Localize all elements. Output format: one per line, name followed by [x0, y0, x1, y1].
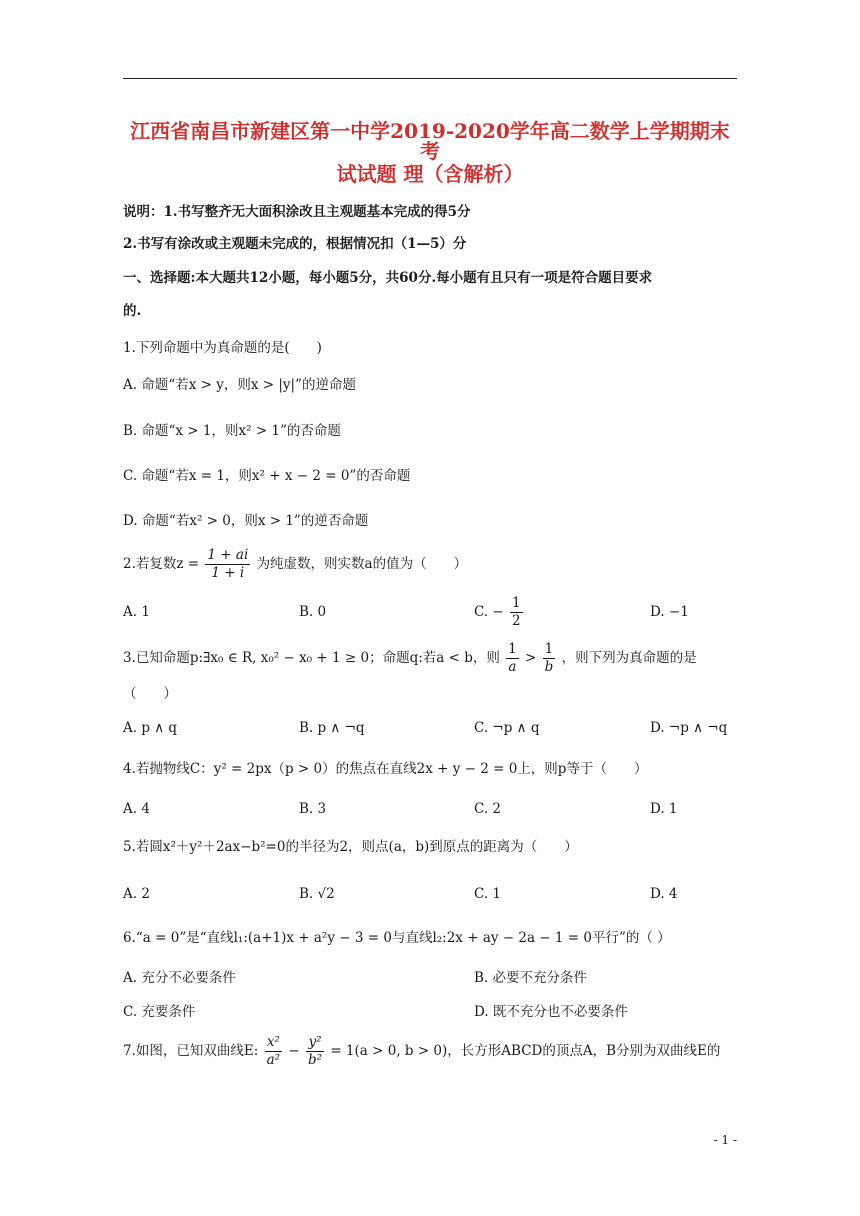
- question-2-fraction-numerator: 1 + ai: [207, 547, 249, 563]
- question-2-option-c-fraction: [510, 595, 523, 630]
- question-6-option-d: D. 既不充分也不必要条件: [474, 1004, 628, 1020]
- document-title-line2: 试试题 理（含解析）: [336, 162, 524, 186]
- question-6-option-b: B. 必要不充分条件: [474, 970, 588, 986]
- question-6-stem: 6.“a = 0”是“直线l₁:(a+1)x + a²y − 3 = 0与直线l₂:2x + ay − 2a − 1 = 0平行”的（ ）: [123, 930, 671, 946]
- question-3-stem-pre: 3.已知命题p:∃x₀ ∈ R, x₀² − x₀ + 1 ≥ 0；命题q:若a < b，则: [123, 650, 500, 666]
- instruction-2: 2.书写有涂改或主观题未完成的，根据情况扣（1—5）分: [123, 236, 467, 252]
- question-3-fraction-1-denominator: a: [508, 659, 517, 675]
- question-5-option-b: B. √2: [299, 886, 335, 902]
- question-7-minus: −: [288, 1043, 300, 1059]
- question-5-option-d: D. 4: [650, 886, 678, 902]
- section-heading-line1: 一、选择题:本大题共12小题，每小题5分，共60分.每小题有且只有一项是符合题目要求: [123, 270, 653, 286]
- question-2-option-c-numerator: 1: [512, 595, 521, 611]
- question-2-stem-post: 为纯虚数，则实数a的值为（ ）: [256, 556, 468, 572]
- document-title-line1: 江西省南昌市新建区第一中学2019-2020学年高二数学上学期期末考: [130, 119, 730, 163]
- section-heading-line2: 的.: [123, 303, 142, 319]
- question-2-fraction-denominator: 1 + i: [211, 565, 245, 581]
- question-7-stem-post: = 1(a > 0, b > 0)，长方形ABCD的顶点A，B分别为双曲线E的: [330, 1043, 721, 1059]
- question-2-option-d: D. −1: [650, 604, 689, 620]
- question-3-greater-than: >: [525, 650, 537, 666]
- question-4-option-b: B. 3: [299, 801, 327, 817]
- header-rule: [123, 78, 737, 79]
- question-6-option-c: C. 充要条件: [123, 1004, 196, 1020]
- question-7-stem-pre: 7.如图，已知双曲线E:: [123, 1043, 259, 1059]
- question-1-stem: 1.下列命题中为真命题的是( ): [123, 340, 322, 356]
- question-3-fraction-2-denominator: b: [544, 659, 554, 675]
- question-7-fraction-2-numerator: y²: [306, 1034, 324, 1052]
- question-7-fraction-1-denominator: a²: [266, 1052, 281, 1068]
- question-2-option-a: A. 1: [123, 604, 150, 620]
- question-4-stem: 4.若抛物线C：y² = 2px（p > 0）的焦点在直线2x + y − 2 = 0上，则p等于（ ）: [123, 761, 648, 777]
- question-2-option-c: [474, 595, 525, 630]
- question-1-option-c: C. 命题“若x = 1，则x² + x − 2 = 0”的否命题: [123, 468, 411, 484]
- question-4-option-d: D. 1: [650, 801, 678, 817]
- question-3-fraction-1: [506, 641, 519, 676]
- question-2-option-c-label: C. −: [474, 604, 504, 620]
- question-1-option-d: D. 命题“若x² > 0，则x > 1”的逆否命题: [123, 513, 369, 529]
- question-3-stem-post: ，则下列为真命题的是: [561, 650, 697, 666]
- question-5-option-c: C. 1: [474, 886, 502, 902]
- question-2-stem: [123, 547, 467, 582]
- question-2-stem-pre: 2.若复数z =: [123, 556, 200, 572]
- question-7-fraction-1-numerator: x²: [265, 1034, 282, 1052]
- question-3-option-b: B. p ∧ ¬q: [299, 720, 365, 736]
- question-3-option-a: A. p ∧ q: [123, 720, 178, 736]
- question-3-option-d: D. ¬p ∧ ¬q: [650, 720, 728, 736]
- question-3-stem: [123, 641, 697, 676]
- question-1-option-a: A. 命题“若x > y，则x > |y|”的逆命题: [123, 377, 356, 393]
- question-1-option-b: B. 命题“x > 1，则x² > 1”的否命题: [123, 423, 341, 439]
- question-5-option-a: A. 2: [123, 886, 150, 902]
- question-2-fraction: [205, 547, 250, 582]
- question-3-fraction-2-numerator: 1: [543, 641, 556, 659]
- question-3-fraction-2: [543, 641, 556, 676]
- page-number: - 1 -: [713, 1133, 737, 1147]
- instruction-1: 说明：1.书写整齐无大面积涂改且主观题基本完成的得5分: [123, 204, 471, 220]
- question-3-option-c: C. ¬p ∧ q: [474, 720, 540, 736]
- question-6-option-a: A. 充分不必要条件: [123, 970, 236, 986]
- question-4-option-a: A. 4: [123, 801, 150, 817]
- question-7-stem: [123, 1034, 720, 1069]
- question-7-fraction-1: [265, 1034, 282, 1069]
- question-7-fraction-2-denominator: b²: [307, 1052, 323, 1068]
- question-4-option-c: C. 2: [474, 801, 502, 817]
- question-7-fraction-2: [306, 1034, 324, 1069]
- question-2-option-c-denominator: 2: [512, 613, 521, 629]
- question-3-fraction-1-numerator: 1: [508, 641, 517, 657]
- question-3-stem-continued: （ ）: [123, 686, 177, 702]
- question-5-stem: 5.若圆x²＋y²＋2ax−b²=0的半径为2，则点(a，b)到原点的距离为（ ）: [123, 839, 578, 855]
- question-2-option-b: B. 0: [299, 604, 327, 620]
